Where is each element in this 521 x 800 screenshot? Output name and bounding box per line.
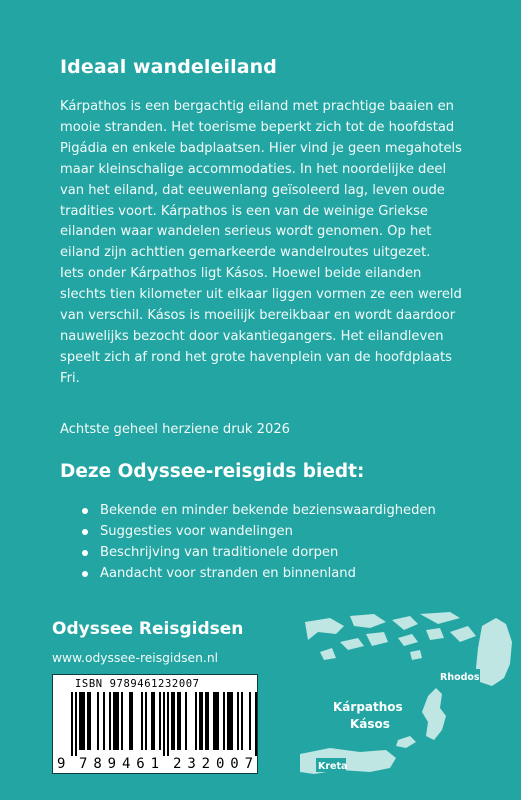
barcode-bar — [255, 692, 257, 756]
ean-first-digit: 9 — [57, 756, 66, 772]
barcode-bar — [199, 692, 201, 750]
barcode-bar — [129, 692, 131, 750]
barcode-bar — [215, 692, 217, 750]
barcode-bar — [163, 692, 165, 756]
islands-north — [305, 612, 476, 660]
barcode-bar — [153, 692, 155, 750]
barcode-bar — [195, 692, 197, 750]
edition-note: Achtste geheel herziene druk 2026 — [60, 422, 290, 437]
barcode-bar — [75, 692, 77, 756]
karpathos-island — [422, 688, 446, 740]
barcode-bar — [109, 692, 111, 750]
paragraph-karpathos: Kárpathos is een bergachtig eiland met prachtige baaien en mooie stranden. Het toerisme beperkt zich tot de hoofdstad Pigádia en enkele badplaatsen. Hier vind je geen megahotels maar kleinschalige accommodaties. In het noordelijke deel van het eiland, dat eeuwenlang geïsoleerd lag, leven oude tradities voort. Kárpathos is een van de weinige Griekse eilanden waar wandelen serieus wordt genomen. Op het eiland zijn achttien gemarkeerde wandelroutes uitgezet. — [60, 99, 462, 261]
description — [60, 97, 470, 390]
barcode-bar — [207, 692, 209, 750]
barcode-bar — [89, 692, 91, 750]
barcode-bar — [227, 692, 229, 750]
barcode-bar — [205, 692, 207, 750]
barcode-bar — [97, 692, 99, 750]
barcode-bar — [159, 692, 161, 750]
barcode-bar — [117, 692, 119, 750]
region-map — [300, 612, 512, 782]
barcode-bar — [249, 692, 251, 750]
barcode-bar — [241, 692, 243, 750]
features-heading: Deze Odyssee-reisgids biedt: — [60, 461, 365, 482]
features-list — [80, 500, 436, 584]
barcode-bar — [81, 692, 83, 750]
publisher-url: www.odyssee-reisgidsen.nl — [52, 651, 219, 665]
crete-island — [300, 748, 396, 774]
barcode-bar — [71, 692, 73, 756]
barcode-bar — [131, 692, 133, 750]
barcode-bar — [173, 692, 175, 750]
paragraph-kasos: Iets onder Kárpathos ligt Kásos. Hoewel beide eilanden slechts tien kilometer uit elkaar liggen vormen ze een wereld van verschil. Kásos is moeilijk bereikbaar en wordt daardoor nauwelijks bezocht door vakantiegangers. Het eilandleven speelt zich af rond het grote havenplein van de hoofdplaats Fri. — [60, 266, 462, 386]
barcode-bars — [53, 675, 257, 773]
rhodes-island — [476, 618, 512, 686]
barcode-bar — [177, 692, 179, 750]
kasos-island — [396, 736, 416, 748]
barcode-bar — [83, 692, 85, 750]
list-item: Bekende en minder bekende bezienswaardigheden — [80, 500, 436, 521]
barcode-bar — [167, 692, 169, 756]
barcode-bar — [217, 692, 219, 750]
barcode-bar — [223, 692, 225, 750]
barcode-bar — [79, 692, 81, 750]
barcode-bar — [103, 692, 105, 750]
publisher-name: Odyssee Reisgidsen — [52, 619, 244, 639]
list-item: Beschrijving van traditionele dorpen — [80, 542, 436, 563]
rhodos-label: Rhodos — [440, 672, 480, 683]
list-item: Aandacht voor stranden en binnenland — [80, 563, 436, 584]
barcode-bar — [185, 692, 187, 750]
barcode-bar — [213, 692, 215, 750]
barcode-bar — [121, 692, 123, 750]
barcode-bar — [115, 692, 117, 750]
kreta-label: Kreta — [318, 761, 348, 772]
isbn-label: ISBN 9789461232007 — [75, 678, 200, 690]
barcode-bar — [229, 692, 231, 750]
ean-right-group: 232007 — [173, 756, 253, 772]
barcode-bar — [171, 692, 173, 750]
barcode-bar — [231, 692, 233, 750]
barcode-bar — [87, 692, 89, 750]
barcode-bar — [237, 692, 239, 750]
barcode — [52, 674, 258, 774]
karpathos-label: Kárpathos — [333, 700, 403, 714]
ean-left-group: 789461 — [79, 756, 159, 772]
barcode-bar — [179, 692, 181, 750]
barcode-bar — [113, 692, 115, 750]
kasos-label: Kásos — [350, 717, 390, 731]
barcode-bar — [141, 692, 143, 750]
barcode-bar — [201, 692, 203, 750]
barcode-bar — [145, 692, 147, 750]
barcode-bar — [151, 692, 153, 750]
list-item: Suggesties voor wandelingen — [80, 521, 436, 542]
page-heading: Ideaal wandeleiland — [60, 56, 277, 78]
